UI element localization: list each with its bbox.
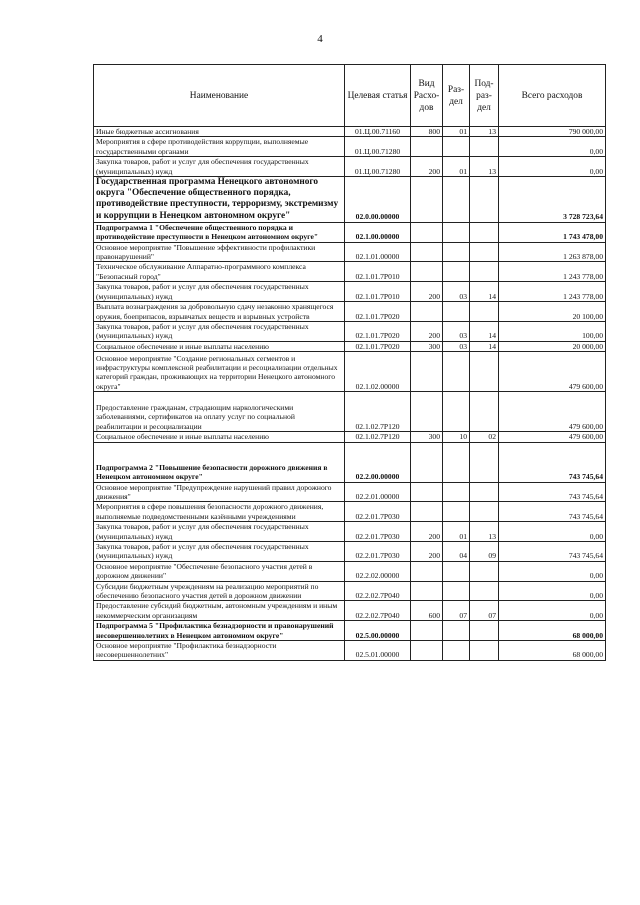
cell-target-article: 02.2.01.00000: [345, 482, 411, 502]
cell-section: [443, 502, 470, 522]
cell-section: 04: [443, 541, 470, 561]
cell-amount: 0,00: [499, 581, 606, 601]
cell-amount: 743 745,64: [499, 541, 606, 561]
cell-amount: 790 000,00: [499, 127, 606, 137]
cell-expense-type: [411, 302, 443, 322]
cell-amount: 1 243 778,00: [499, 262, 606, 282]
table-row: [94, 282, 606, 302]
table-row: [94, 302, 606, 322]
cell-amount: 479 600,00: [499, 432, 606, 442]
header-target-article: Целевая статья: [345, 65, 411, 127]
cell-expense-type: 200: [411, 522, 443, 542]
page-number: 4: [317, 33, 323, 45]
cell-section: 01: [443, 127, 470, 137]
cell-target-article: 02.0.00.00000: [345, 177, 411, 223]
header-section: Раз-дел: [443, 65, 470, 127]
cell-expense-type: 200: [411, 541, 443, 561]
header-total-expenses: Всего расходов: [499, 65, 606, 127]
cell-amount: 3 728 723,64: [499, 177, 606, 223]
cell-subsection: [470, 302, 499, 322]
table-row: [94, 177, 606, 223]
cell-target-article: 02.2.02.7Р040: [345, 601, 411, 621]
cell-target-article: 02.1.01.7Р020: [345, 341, 411, 351]
cell-expense-type: [411, 442, 443, 482]
cell-expense-type: [411, 482, 443, 502]
cell-section: [443, 262, 470, 282]
cell-section: [443, 352, 470, 392]
cell-subsection: 09: [470, 541, 499, 561]
cell-expense-type: [411, 262, 443, 282]
cell-section: [443, 621, 470, 641]
cell-expense-type: [411, 352, 443, 392]
cell-amount: 0,00: [499, 137, 606, 157]
cell-name: Подпрограмма 1 "Обеспечение общественного порядка и противодействие преступности в Ненецком автономном округе": [94, 222, 345, 242]
cell-target-article: 02.2.01.7Р030: [345, 502, 411, 522]
cell-subsection: [470, 137, 499, 157]
table-row: [94, 242, 606, 262]
cell-target-article: 02.2.02.00000: [345, 561, 411, 581]
table-row: [94, 352, 606, 392]
cell-expense-type: [411, 177, 443, 223]
cell-section: 03: [443, 321, 470, 341]
cell-expense-type: [411, 242, 443, 262]
cell-subsection: 07: [470, 601, 499, 621]
table-row: [94, 541, 606, 561]
cell-subsection: [470, 641, 499, 661]
cell-target-article: 02.1.01.7Р020: [345, 302, 411, 322]
cell-amount: 743 745,64: [499, 442, 606, 482]
table-row: [94, 561, 606, 581]
table-row: [94, 442, 606, 482]
cell-name: Основное мероприятие "Создание региональных сегментов и инфраструктуры комплексной реабилитации и ресоциализации отдельных категорий граждан, проживающих на территории Ненецкого автономного округа": [94, 352, 345, 392]
cell-amount: 20 000,00: [499, 341, 606, 351]
table-row: [94, 392, 606, 432]
cell-amount: 68 000,00: [499, 641, 606, 661]
cell-name: Закупка товаров, работ и услуг для обеспечения государственных (муниципальных) нужд: [94, 321, 345, 341]
table-row: [94, 641, 606, 661]
cell-name: Иные бюджетные ассигнования: [94, 127, 345, 137]
budget-table: [93, 64, 606, 661]
cell-section: [443, 442, 470, 482]
cell-expense-type: 200: [411, 157, 443, 177]
cell-name: Подпрограмма 2 "Повышение безопасности дорожного движения в Ненецком автономном округе": [94, 442, 345, 482]
header-name: Наименование: [94, 65, 345, 127]
cell-amount: 743 745,64: [499, 502, 606, 522]
cell-expense-type: [411, 222, 443, 242]
table-header-row: [94, 65, 606, 127]
cell-subsection: [470, 561, 499, 581]
cell-name: Основное мероприятие "Профилактика безнадзорности несовершеннолетних": [94, 641, 345, 661]
table-row: [94, 621, 606, 641]
cell-subsection: 14: [470, 282, 499, 302]
cell-subsection: [470, 242, 499, 262]
cell-section: [443, 242, 470, 262]
cell-amount: 0,00: [499, 601, 606, 621]
cell-amount: 0,00: [499, 157, 606, 177]
table-row: [94, 222, 606, 242]
cell-expense-type: 200: [411, 282, 443, 302]
cell-name: Социальное обеспечение и иные выплаты населению: [94, 432, 345, 442]
cell-section: [443, 137, 470, 157]
table-row: [94, 601, 606, 621]
cell-name: Государственная программа Ненецкого автономного округа "Обеспечение общественного порядка, противодействие преступности, терроризму, экстремизму и коррупции в Ненецком автономном округе": [94, 177, 345, 223]
cell-name: Мероприятия в сфере противодействия коррупции, выполняемые государственными органами: [94, 137, 345, 157]
cell-subsection: [470, 392, 499, 432]
cell-subsection: 14: [470, 341, 499, 351]
cell-target-article: 02.1.02.7Р120: [345, 392, 411, 432]
cell-target-article: 02.2.02.7Р040: [345, 581, 411, 601]
header-expense-type: Вид Расхо-дов: [411, 65, 443, 127]
cell-amount: 0,00: [499, 561, 606, 581]
table-row: [94, 522, 606, 542]
cell-name: Закупка товаров, работ и услуг для обеспечения государственных (муниципальных) нужд: [94, 522, 345, 542]
cell-target-article: 01.Ц.00.71280: [345, 137, 411, 157]
cell-name: Основное мероприятие "Обеспечение безопасного участия детей в дорожном движении": [94, 561, 345, 581]
cell-target-article: 02.5.01.00000: [345, 641, 411, 661]
cell-name: Техническое обслуживание Аппаратно-программного комплекса "Безопасный город": [94, 262, 345, 282]
cell-section: 01: [443, 522, 470, 542]
cell-name: Предоставление гражданам, страдающим наркологическими заболеваниями, сертификатов на оплату услуг по социальной реабилитации и ресоциализации: [94, 392, 345, 432]
cell-expense-type: 200: [411, 321, 443, 341]
cell-target-article: 01.Ц.00.71160: [345, 127, 411, 137]
cell-name: Основное мероприятие "Повышение эффективности профилактики правонарушений": [94, 242, 345, 262]
cell-section: [443, 641, 470, 661]
cell-target-article: 02.2.01.7Р030: [345, 522, 411, 542]
cell-section: 07: [443, 601, 470, 621]
table-row: [94, 432, 606, 442]
cell-target-article: 02.2.00.00000: [345, 442, 411, 482]
cell-expense-type: [411, 581, 443, 601]
cell-target-article: 02.1.00.00000: [345, 222, 411, 242]
cell-subsection: [470, 482, 499, 502]
cell-expense-type: [411, 392, 443, 432]
cell-subsection: [470, 442, 499, 482]
cell-expense-type: [411, 561, 443, 581]
cell-expense-type: 300: [411, 341, 443, 351]
cell-expense-type: 800: [411, 127, 443, 137]
table-row: [94, 262, 606, 282]
cell-expense-type: [411, 621, 443, 641]
cell-name: Закупка товаров, работ и услуг для обеспечения государственных (муниципальных) нужд: [94, 541, 345, 561]
cell-section: 01: [443, 157, 470, 177]
cell-expense-type: 600: [411, 601, 443, 621]
cell-name: Социальное обеспечение и иные выплаты населению: [94, 341, 345, 351]
header-subsection: Под-раз-дел: [470, 65, 499, 127]
cell-expense-type: 300: [411, 432, 443, 442]
cell-target-article: 02.1.02.7Р120: [345, 432, 411, 442]
cell-subsection: [470, 352, 499, 392]
cell-name: Выплата вознаграждения за добровольную сдачу незаконно хранящегося оружия, боеприпасов, взрывчатых веществ и взрывных устройств: [94, 302, 345, 322]
cell-target-article: 02.1.01.00000: [345, 242, 411, 262]
cell-subsection: [470, 262, 499, 282]
cell-amount: 743 745,64: [499, 482, 606, 502]
cell-amount: 68 000,00: [499, 621, 606, 641]
cell-subsection: [470, 621, 499, 641]
cell-expense-type: [411, 502, 443, 522]
cell-target-article: 02.1.02.00000: [345, 352, 411, 392]
table-row: [94, 127, 606, 137]
cell-amount: 1 263 878,00: [499, 242, 606, 262]
cell-subsection: 13: [470, 522, 499, 542]
cell-subsection: [470, 222, 499, 242]
cell-subsection: [470, 502, 499, 522]
cell-amount: 479 600,00: [499, 392, 606, 432]
cell-section: [443, 392, 470, 432]
cell-section: 03: [443, 341, 470, 351]
table-row: [94, 482, 606, 502]
cell-amount: 0,00: [499, 522, 606, 542]
cell-section: [443, 222, 470, 242]
cell-subsection: 13: [470, 127, 499, 137]
cell-name: Предоставление субсидий бюджетным, автономным учреждениям и иным некоммерческим организациям: [94, 601, 345, 621]
cell-section: 03: [443, 282, 470, 302]
cell-amount: 1 743 478,00: [499, 222, 606, 242]
cell-target-article: 01.Ц.00.71280: [345, 157, 411, 177]
cell-expense-type: [411, 137, 443, 157]
cell-target-article: 02.5.00.00000: [345, 621, 411, 641]
cell-subsection: [470, 581, 499, 601]
cell-target-article: 02.2.01.7Р030: [345, 541, 411, 561]
cell-subsection: [470, 177, 499, 223]
cell-amount: 1 243 778,00: [499, 282, 606, 302]
cell-section: [443, 302, 470, 322]
cell-name: Мероприятия в сфере повышения безопасности дорожного движения, выполняемые подведомственными казёнными учреждениями: [94, 502, 345, 522]
cell-amount: 20 100,00: [499, 302, 606, 322]
cell-subsection: 14: [470, 321, 499, 341]
cell-name: Субсидии бюджетным учреждениям на реализацию мероприятий по обеспечению безопасного участия детей в дорожном движении: [94, 581, 345, 601]
cell-name: Закупка товаров, работ и услуг для обеспечения государственных (муниципальных) нужд: [94, 157, 345, 177]
cell-name: Подпрограмма 5 "Профилактика безнадзорности и правонарушений несовершеннолетних в Ненецком автономном округе": [94, 621, 345, 641]
cell-section: [443, 561, 470, 581]
table-row: [94, 502, 606, 522]
cell-amount: 479 600,00: [499, 352, 606, 392]
cell-name: Закупка товаров, работ и услуг для обеспечения государственных (муниципальных) нужд: [94, 282, 345, 302]
cell-target-article: 02.1.01.7Р010: [345, 282, 411, 302]
cell-target-article: 02.1.01.7Р010: [345, 262, 411, 282]
cell-expense-type: [411, 641, 443, 661]
cell-name: Основное мероприятие "Предупреждение нарушений правил дорожного движения": [94, 482, 345, 502]
cell-section: 10: [443, 432, 470, 442]
cell-subsection: 13: [470, 157, 499, 177]
table-row: [94, 137, 606, 157]
cell-amount: 100,00: [499, 321, 606, 341]
cell-target-article: 02.1.01.7Р020: [345, 321, 411, 341]
cell-section: [443, 482, 470, 502]
cell-subsection: 02: [470, 432, 499, 442]
table-row: [94, 321, 606, 341]
table-row: [94, 341, 606, 351]
table-row: [94, 157, 606, 177]
cell-section: [443, 581, 470, 601]
table-row: [94, 581, 606, 601]
table-body: [94, 127, 606, 661]
cell-section: [443, 177, 470, 223]
